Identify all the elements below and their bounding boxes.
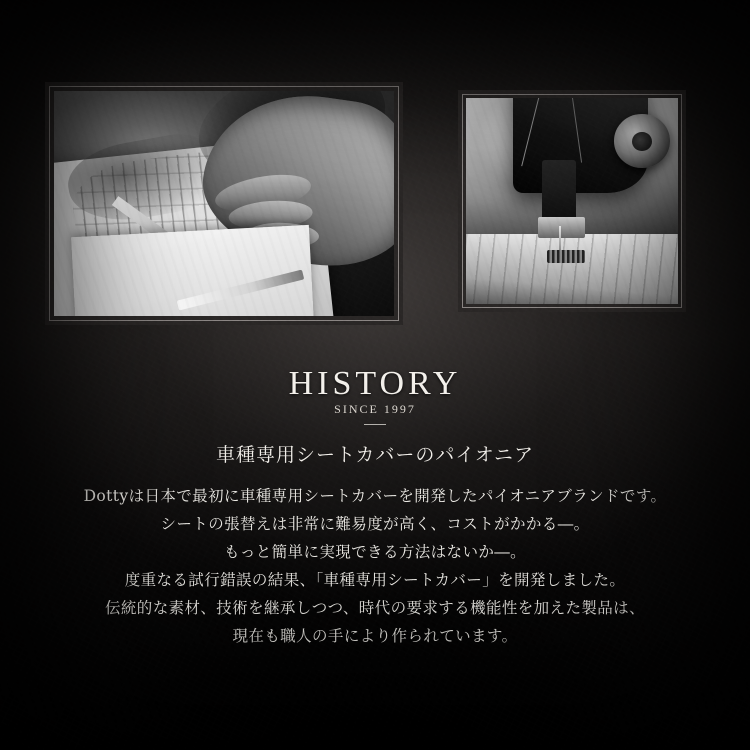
feed-dog — [547, 250, 585, 262]
body-line: シートの張替えは非常に難易度が高く、コストがかかる―。 — [160, 515, 590, 533]
divider — [364, 424, 386, 425]
machine-bed — [466, 234, 678, 304]
thread-line — [572, 98, 625, 162]
sketch-photo — [45, 82, 403, 325]
since-label: SINCE 1997 — [334, 402, 416, 416]
bed-guide-lines — [466, 234, 678, 304]
body-line: 伝統的な素材、技術を継承しつつ、時代の要求する機能性を加えた製品は、 — [105, 599, 645, 617]
body-line: Dottyは日本で最初に車種専用シートカバーを開発したパイオニアブランドです。 — [83, 487, 667, 505]
page-title: HISTORY — [288, 365, 462, 402]
body-line: 現在も職人の手により作られています。 — [232, 627, 518, 645]
sewing-machine-image — [466, 98, 678, 304]
hand-wheel — [614, 114, 669, 168]
body-line: 度重なる試行錯誤の結果、「車種専用シートカバー」を開発しました。 — [124, 571, 626, 589]
body-line: もっと簡単に実現できる方法はないか―。 — [223, 543, 527, 561]
body-copy — [0, 482, 750, 650]
sketch-photo-image — [54, 91, 394, 316]
lead-text: 車種専用シートカバーのパイオニア — [215, 444, 535, 466]
sewing-machine-photo — [458, 90, 686, 312]
presser-foot — [538, 217, 585, 238]
